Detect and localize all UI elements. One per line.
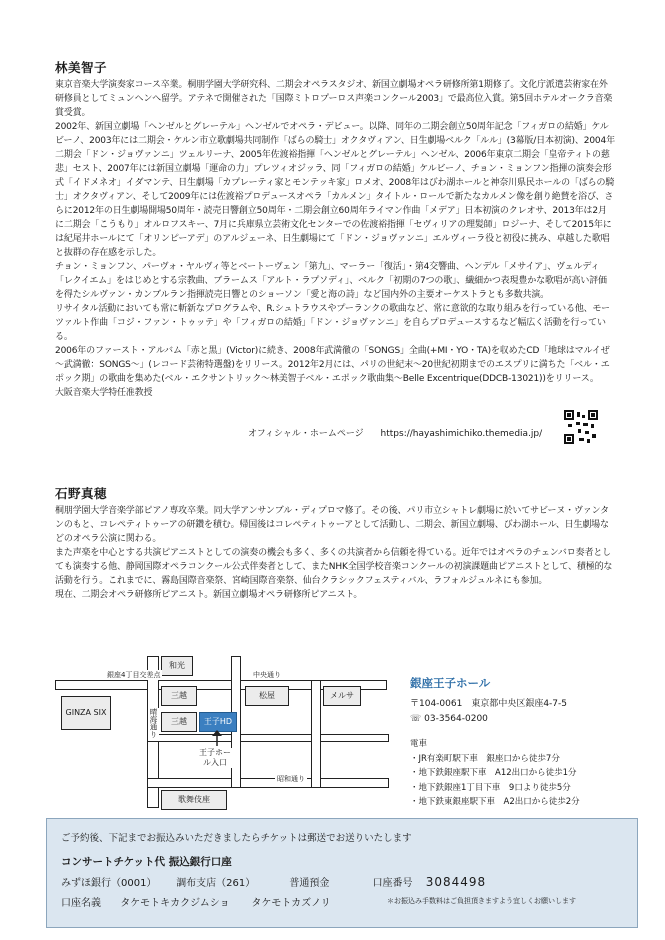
venue-tel-row (410, 712, 630, 727)
bank-row (61, 874, 486, 889)
venue-name: 銀座王子ホール (410, 676, 491, 690)
account-number-label: 口座番号 (372, 878, 413, 889)
melsa-block: メルサ (323, 686, 361, 706)
holder-name-1: タケモトキカクジムショ (120, 898, 230, 909)
bio-ishino (55, 484, 615, 602)
ginza-six-block: GINZA SIX (61, 696, 111, 730)
access-title: 電車 (410, 739, 428, 749)
phone-icon: ☏ (410, 714, 422, 724)
entrance-arrow-icon (211, 730, 223, 746)
bio-paragraph: 2006年のファースト・アルバム「赤と黒」(Victor)に続き、2008年武満徹の「SONGS」全曲(+MI・YO・TA)を収めたCD「地球はマルイぜ～武満徹：SONGS～」(レコード芸術特選盤)をリリース。2012年2月には、パリの世紀末～20世紀初期までのエスプリに満ちた「ベル・エポック期」の歌曲を集めた(ベル・エクサントリック～林美智子ベル・エポック歌曲集～Belle Excentrique(DDCB-13021))をリリース。 (55, 346, 610, 384)
ticket-info-box (46, 818, 638, 928)
bio-paragraph: 桐朋学園大学音楽学部ピアノ専攻卒業。同大学アンサンブル・ディプロマ修了。その後、パリ市立シャトレ劇場に於いてサビーヌ・ヴァンタンのもと、コレペティトゥーアの研鑽を積む。帰国後はコレペティトゥーアとして活動し、二期会、新国立劇場、びわ湖ホール、日生劇場などのオペラ公演に関わる。 (55, 506, 609, 544)
bio-paragraph: 大阪音楽大学特任准教授 (55, 388, 153, 398)
ginza-crossing-label: 銀座4丁目交差点 (107, 671, 161, 679)
bio-paragraph: 2002年、新国立劇場「ヘンゼルとグレーテル」ヘンゼルでオペラ・デビュー。以降、同年の二期会創立50周年記念「フィガロの結婚」ケルビーノ、2003年には二期会・ケルン市立歌劇場共同制作「ばらの騎士」オクタヴィアン、日生劇場ベルク「ルル」(3幕版/日本初演)、2004年二期会「ドン・ジョヴァンニ」ツェルリーナ、2005年佐渡裕指揮「ヘンゼルとグレーテル」ヘンゼル、2006年東京二期会「皇帝ティトの慈悲」セスト、2007年には新国立劇場「運命の力」プレツィオジッラ、同「フィガロの結婚」ケルビーノ、チョン・ミョンフン指揮の演奏会形式「イドメネオ」イダマンテ、日生劇場「カプレーティ家とモンテッキ家」ロメオ、2008年はびわ湖ホールと神奈川県民ホールの「ばらの騎士」オクタヴィアン、そして2009年には佐渡裕プロデュースオペラ「カルメン」タイトル・ロールで新たなカルメン像を創り絶賛を浴び、さらに2012年の日生劇場開場50周年・読売日響創立50周年・二期会創立60周年ライマン作曲「メデア」日本初演のクレオサ、2013年は2月に二期会「こうもり」オルロフスキー、7月に兵庫県立芸術文化センターでの佐渡裕指揮「セヴィリアの理髪師」ロジーナ、そして2015年には紀尾井ホールにて「オリンピーアデ」のアルジェーネ、日生劇場にて「ドン・ジョヴァンニ」エルヴィーラ役と初役に挑み、卓越した歌唱と抜群の存在感を示した。 (55, 122, 615, 258)
performer-name: 石野真穂 (55, 486, 108, 501)
venue-tel[interactable]: 03-3564-0200 (424, 714, 488, 724)
account-number: 3084498 (425, 875, 487, 889)
official-site-link[interactable]: https://hayashimichiko.themedia.jp/ (380, 429, 543, 439)
ticket-heading: コンサートチケット代 振込銀行口座 (61, 856, 232, 868)
holder-name-2: タケモトカズノリ (251, 898, 331, 909)
road-showa (147, 778, 389, 788)
showa-dori-label: 昭和通り (277, 775, 305, 783)
bio-paragraph: リサイタル活動においても常に斬新なプログラムや、R.シュトラウスやプーランクの歌曲など、常に意欲的な取り組みを行っている他、モーツァルト作曲「コジ・ファン・トゥッテ」や「フィガロの結婚」「ドン・ジョヴァンニ」を自らプロデュースするなど幅広く活動を行っている。 (55, 304, 610, 342)
bio-paragraph: 東京音楽大学演奏家コース卒業。桐朋学園大学研究科、二期会オペラスタジオ、新国立劇場オペラ研修所第1期修了。文化庁派遣芸術家在外研修員としてミュンヘンへ留学。アテネで開催された「国際ミトロプーロス声楽コンクール2003」で最高位入賞。第5回ホテルオークラ音楽賞受賞。 (55, 80, 613, 118)
official-site-label: オフィシャル・ホームページ (248, 429, 364, 439)
kabukiza-block: 歌舞伎座 (161, 790, 227, 810)
ticket-notice: ご予約後、下記までお振込みいただきましたらチケットは郵送でお送りいたします (61, 833, 412, 844)
bio-paragraph: チョン・ミョンフン、パーヴォ・ヤルヴィ等とベートーヴェン「第九」、マーラー「復活」・第4交響曲、ヘンデル「メサイア」、ヴェルディ「レクイエム」をはじめとする宗教曲、ブラームス「アルト・ラプソディ」、ベルク「初期の7つの歌」、繊細かつ表現豊かな歌唱が高い評価を得たシルヴァン・カンブルラン指揮読売日響とのショーソン「愛と海の詩」など国内外の主要オーケストラとも多数共演。 (55, 262, 607, 300)
matsuya-block: 松屋 (245, 686, 289, 706)
harumi-dori-label: 晴海通り (149, 708, 158, 738)
performer-name: 林美智子 (55, 60, 108, 75)
bank-name: みずほ銀行（0001） (61, 878, 157, 889)
venue-address: 〒104-0061 東京都中央区銀座4-7-5 (410, 699, 568, 709)
venue-info (410, 675, 630, 810)
road-middle (147, 734, 389, 742)
access-item: ・地下鉄銀座駅下車 A12出口から徒歩1分 (410, 768, 577, 778)
bio-hayashi (55, 58, 615, 400)
oji-hd-block: 王子HD (199, 712, 237, 732)
chuo-dori-label: 中央通り (253, 671, 281, 679)
hall-entrance-label: 王子ホール入口 (195, 748, 235, 768)
mitsukoshi-annex-block: 三越 (161, 712, 197, 732)
access-item: ・JR有楽町駅下車 銀座口から徒歩7分 (410, 753, 560, 764)
bio-paragraph: 現在、二期会オペラ研修所ピアニスト。新国立劇場オペラ研修所ピアニスト。 (55, 590, 363, 600)
access-item: ・地下鉄東銀座駅下車 A2出口から徒歩2分 (410, 797, 580, 807)
access-item: ・地下鉄銀座1丁目下車 9口より徒歩5分 (410, 782, 571, 793)
holder-row (61, 894, 331, 909)
fee-note: ＊お振込み手数料はご負担頂きますよう宜しくお願いします (387, 897, 576, 905)
bio-paragraph: また声楽を中心とする共演ピアニストとしての演奏の機会も多く、多くの共演者から信頼を得ている。近年ではオペラのチェンバロ奏者としても演奏する他、静岡国際オペラコンクール公式伴奏者として、またNHK全国学校音楽コンクールの初演課題曲ピアニストとして、積極的な活動を行う。これまでに、霧島国際音楽祭、宮崎国際音楽祭、仙台クラシックフェスティバル、ラフォルジュルネにも参加。 (55, 548, 613, 586)
account-type: 普通預金 (289, 878, 330, 889)
wako-block: 和光 (161, 656, 193, 676)
qr-code-icon (564, 410, 598, 444)
official-site-row (248, 426, 542, 439)
mitsukoshi-block: 三越 (161, 686, 197, 706)
bank-branch: 調布支店（261） (176, 878, 256, 889)
holder-label: 口座名義 (61, 898, 101, 909)
access-list (410, 737, 630, 810)
road-vertical-3 (311, 680, 321, 788)
access-map (55, 656, 395, 814)
